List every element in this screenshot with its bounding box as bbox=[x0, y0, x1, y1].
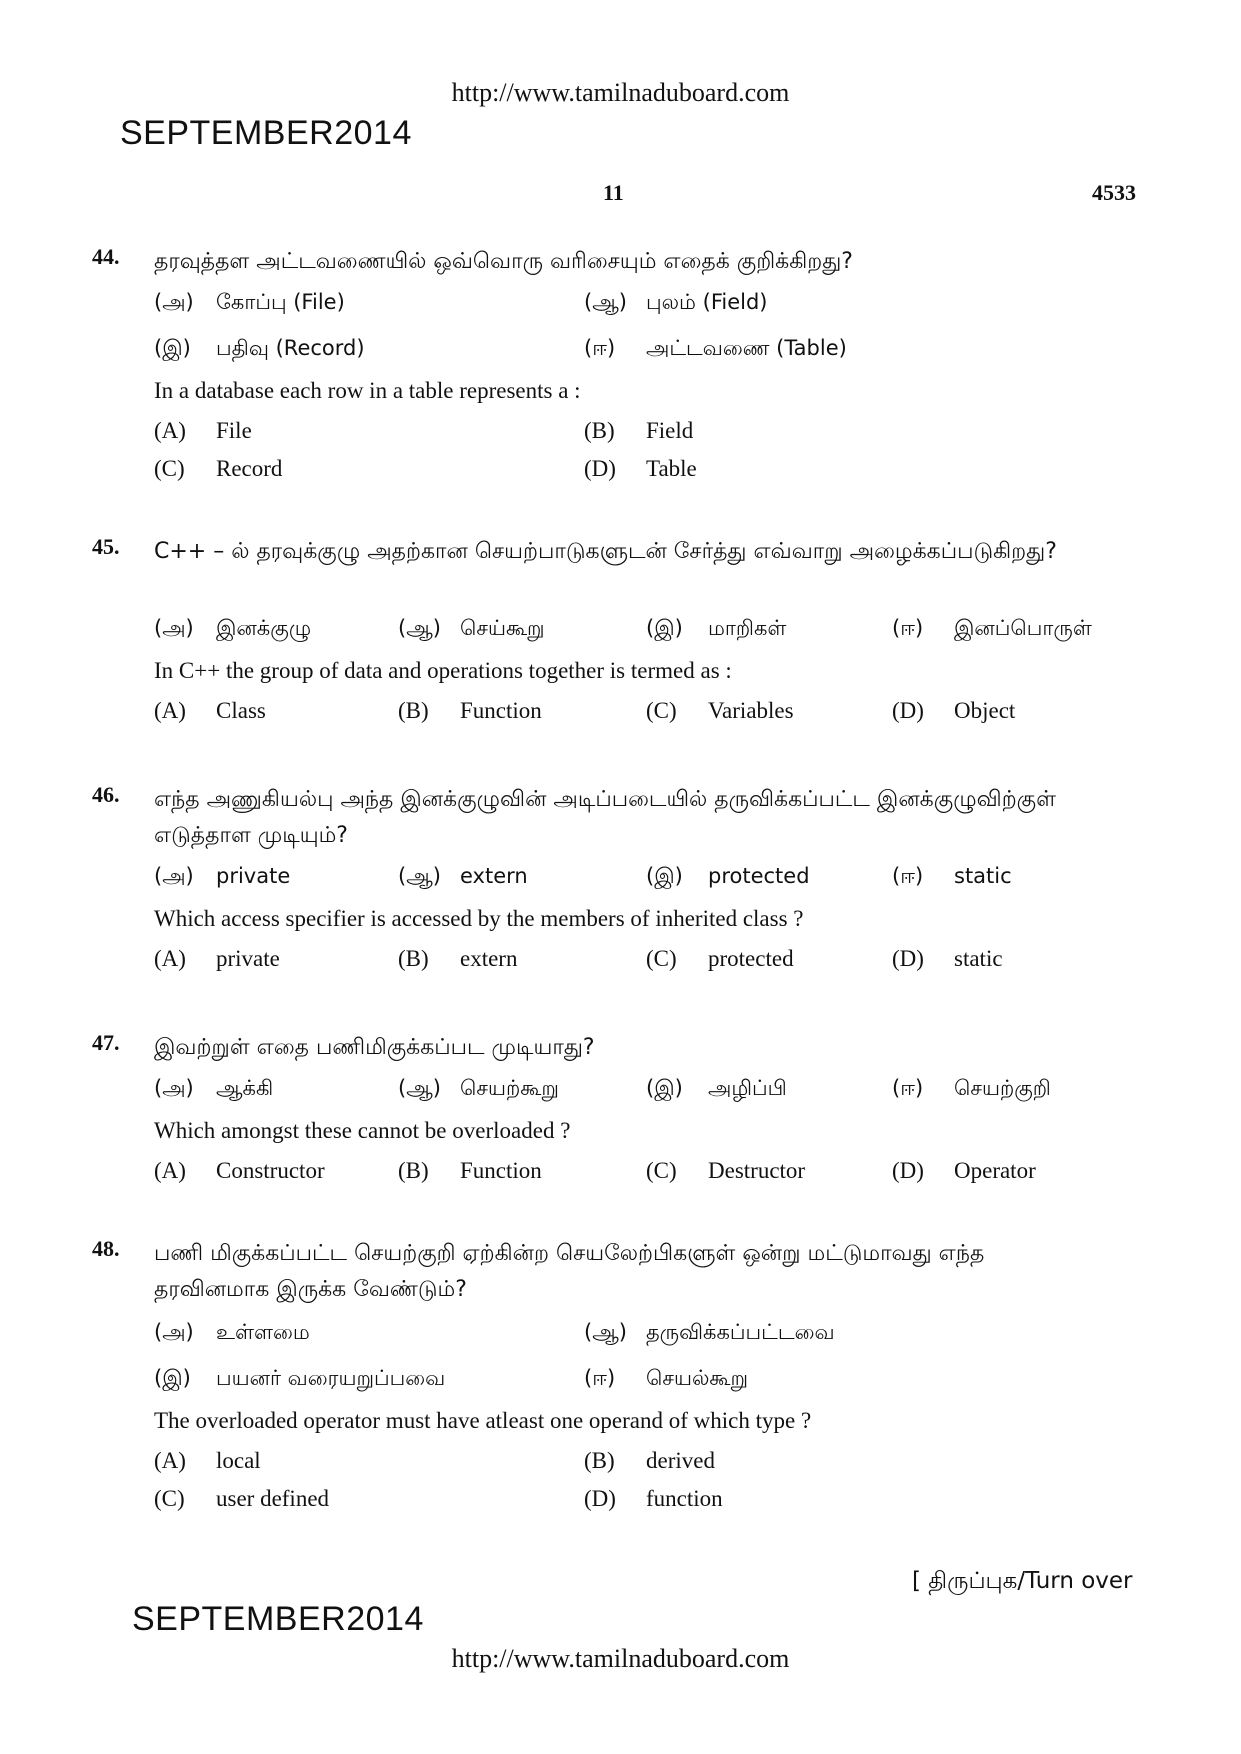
english-options-row bbox=[154, 698, 1114, 738]
english-option-b: (B) Function bbox=[398, 698, 542, 723]
tamil-option-d: (ஈ) static bbox=[892, 864, 1012, 888]
tamil-option-c: (இ) பயனர் வரையறுப்பவை bbox=[154, 1366, 446, 1390]
footer-stamp: SEPTEMBER2014 bbox=[132, 1600, 424, 1638]
english-options-row bbox=[154, 946, 1114, 986]
english-option-b: (B) Field bbox=[584, 418, 694, 443]
footer-url: http://www.tamilnaduboard.com bbox=[451, 1644, 790, 1673]
tamil-options-row-2 bbox=[154, 1366, 1114, 1406]
tamil-option-b: (ஆ) செயற்கூறு bbox=[398, 1076, 559, 1100]
english-option-c: (C) Record bbox=[154, 456, 283, 481]
english-option-c: (C) user defined bbox=[154, 1486, 330, 1511]
question-tamil: இவற்றுள் எதை பணிமிகுக்கப்பட முடியாது? bbox=[154, 1035, 595, 1060]
question-tamil: பணி மிகுக்கப்பட்ட செயற்குறி ஏற்கின்ற செயலேற்பிகளுள் ஒன்று மட்டுமாவது எந்த தரவினமாக இருக்க வேண்டும்? bbox=[154, 1241, 985, 1302]
english-option-d: (D) Table bbox=[584, 456, 697, 481]
question-tamil: தரவுத்தள அட்டவணையில் ஒவ்வொரு வரிசையும் எதைக் குறிக்கிறது? bbox=[154, 249, 853, 274]
tamil-option-b: (ஆ) extern bbox=[398, 864, 528, 888]
english-option-c: (C) Destructor bbox=[646, 1158, 806, 1183]
english-option-d: (D) static bbox=[892, 946, 1003, 971]
tamil-option-d: (ஈ) செயற்குறி bbox=[892, 1076, 1051, 1100]
tamil-option-a: (அ) இனக்குழு bbox=[154, 616, 312, 640]
english-option-b: (B) extern bbox=[398, 946, 518, 971]
page-number: 11 bbox=[603, 180, 624, 205]
english-option-a: (A) local bbox=[154, 1448, 261, 1473]
question-english: The overloaded operator must have atleast one operand of which type ? bbox=[154, 1408, 812, 1433]
question-english: In a database each row in a table represents a : bbox=[154, 378, 581, 403]
question-english: In C++ the group of data and operations together is termed as : bbox=[154, 658, 732, 683]
english-options-row-2 bbox=[154, 1486, 1114, 1526]
english-option-a: (A) File bbox=[154, 418, 252, 443]
english-option-d: (D) Operator bbox=[892, 1158, 1036, 1183]
english-option-c: (C) protected bbox=[646, 946, 794, 971]
english-option-c: (C) Variables bbox=[646, 698, 794, 723]
tamil-option-b: (ஆ) செய்கூறு bbox=[398, 616, 545, 640]
english-option-a: (A) Constructor bbox=[154, 1158, 325, 1183]
tamil-option-b: (ஆ) புலம் (Field) bbox=[584, 290, 768, 314]
question-number: 48. bbox=[92, 1236, 120, 1261]
header-stamp: SEPTEMBER2014 bbox=[120, 114, 412, 152]
paper-code: 4533 bbox=[1092, 180, 1136, 205]
question-number: 44. bbox=[92, 244, 120, 269]
english-option-b: (B) derived bbox=[584, 1448, 715, 1473]
header-url: http://www.tamilnaduboard.com bbox=[451, 78, 790, 107]
question-tamil: C++ – ல் தரவுக்குழு அதற்கான செயற்பாடுகளுடன் சேர்த்து எவ்வாறு அழைக்கப்படுகிறது? bbox=[154, 539, 1057, 564]
tamil-option-a: (அ) கோப்பு (File) bbox=[154, 290, 345, 314]
tamil-option-d: (ஈ) செயல்கூறு bbox=[584, 1366, 749, 1390]
tamil-option-a: (அ) private bbox=[154, 864, 291, 888]
tamil-options-row bbox=[154, 616, 1114, 656]
english-option-d: (D) function bbox=[584, 1486, 723, 1511]
tamil-options-row-1 bbox=[154, 290, 1114, 330]
english-options-row-1 bbox=[154, 418, 1114, 458]
english-option-b: (B) Function bbox=[398, 1158, 542, 1183]
tamil-option-b: (ஆ) தருவிக்கப்பட்டவை bbox=[584, 1320, 835, 1344]
tamil-option-c: (இ) protected bbox=[646, 864, 810, 888]
question-number: 46. bbox=[92, 782, 120, 807]
tamil-option-a: (அ) ஆக்கி bbox=[154, 1076, 274, 1100]
english-options-row-2 bbox=[154, 456, 1114, 496]
tamil-option-c: (இ) மாறிகள் bbox=[646, 616, 787, 640]
tamil-options-row bbox=[154, 864, 1114, 904]
english-option-d: (D) Object bbox=[892, 698, 1016, 723]
english-option-a: (A) private bbox=[154, 946, 280, 971]
tamil-option-c: (இ) அழிப்பி bbox=[646, 1076, 787, 1100]
english-options-row-1 bbox=[154, 1448, 1114, 1488]
tamil-options-row-2 bbox=[154, 336, 1114, 376]
english-option-a: (A) Class bbox=[154, 698, 266, 723]
question-english: Which access specifier is accessed by the members of inherited class ? bbox=[154, 906, 804, 931]
english-options-row bbox=[154, 1158, 1114, 1198]
question-number: 47. bbox=[92, 1030, 120, 1055]
turn-over-note: [ திருப்புக/Turn over bbox=[912, 1568, 1133, 1594]
tamil-options-row bbox=[154, 1076, 1114, 1116]
tamil-options-row-1 bbox=[154, 1320, 1114, 1360]
question-english: Which amongst these cannot be overloaded ? bbox=[154, 1118, 571, 1143]
question-number: 45. bbox=[92, 534, 120, 559]
tamil-option-c: (இ) பதிவு (Record) bbox=[154, 336, 365, 360]
tamil-option-a: (அ) உள்ளமை bbox=[154, 1320, 310, 1344]
question-tamil: எந்த அணுகியல்பு அந்த இனக்குழுவின் அடிப்படையில் தருவிக்கப்பட்ட இனக்குழுவிற்குள் எடுத்தாள முடியும்? bbox=[154, 787, 1056, 848]
tamil-option-d: (ஈ) அட்டவணை (Table) bbox=[584, 336, 847, 360]
tamil-option-d: (ஈ) இனப்பொருள் bbox=[892, 616, 1092, 640]
